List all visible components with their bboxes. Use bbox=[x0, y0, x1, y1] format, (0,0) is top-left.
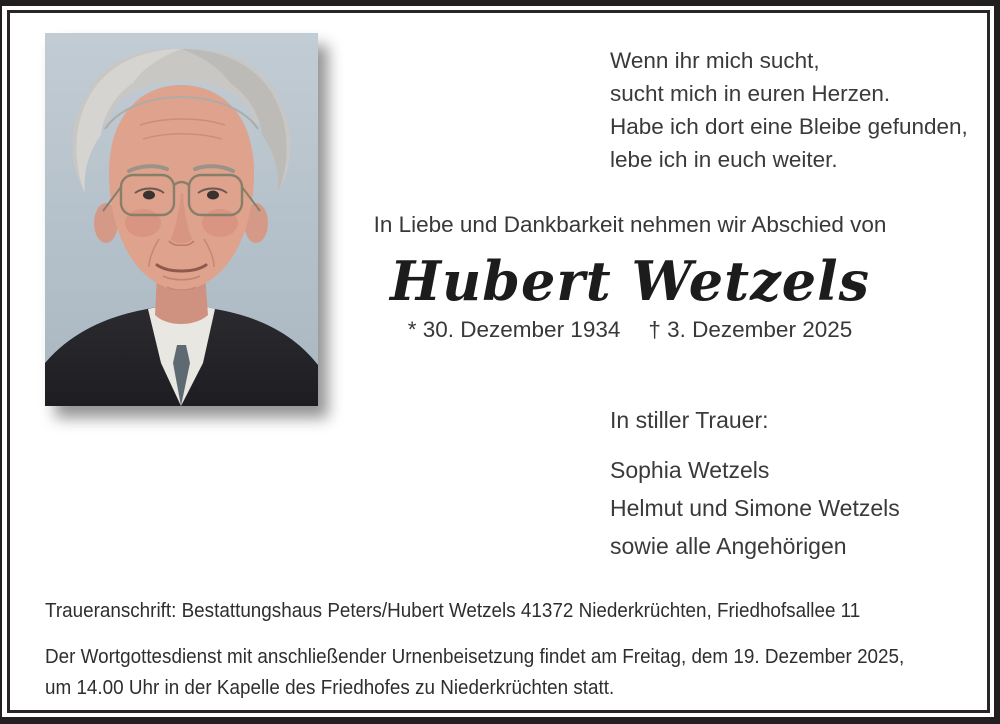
death-date: † 3. Dezember 2025 bbox=[648, 317, 853, 342]
birth-date: * 30. Dezember 1934 bbox=[407, 317, 621, 342]
portrait-illustration bbox=[45, 33, 318, 406]
poem-line: Habe ich dort eine Bleibe gefunden, bbox=[610, 114, 968, 139]
memorial-poem bbox=[610, 44, 968, 176]
poem-line: lebe ich in euch weiter. bbox=[610, 147, 838, 172]
mourner-name: sowie alle Angehörigen bbox=[610, 533, 847, 559]
deceased-name: Hubert Wetzels bbox=[389, 249, 871, 313]
mourner-name: Sophia Wetzels bbox=[610, 457, 770, 483]
poem-line: sucht mich in euren Herzen. bbox=[610, 81, 891, 106]
mourner-name: Helmut und Simone Wetzels bbox=[610, 495, 900, 521]
mourning-heading: In stiller Trauer: bbox=[610, 407, 769, 433]
service-line: Der Wortgottesdienst mit anschließender Urnenbeisetzung findet am Freitag, dem 19. Dezember 2025, bbox=[45, 645, 905, 668]
service-info bbox=[45, 641, 979, 703]
mourning-address bbox=[45, 599, 931, 623]
mourning-block bbox=[610, 406, 900, 565]
poem-line: Wenn ihr mich sucht, bbox=[610, 48, 820, 73]
intro-line: In Liebe und Dankbarkeit nehmen wir Abschied von bbox=[373, 212, 887, 237]
announcement-block bbox=[300, 212, 960, 343]
portrait-photo bbox=[45, 33, 318, 406]
service-line: um 14.00 Uhr in der Kapelle des Friedhofes zu Niederkrüchten statt. bbox=[45, 676, 615, 699]
address-line: Traueranschrift: Bestattungshaus Peters/Hubert Wetzels 41372 Niederkrüchten, Friedhofsallee 11 bbox=[45, 599, 861, 622]
life-dates bbox=[300, 317, 960, 343]
